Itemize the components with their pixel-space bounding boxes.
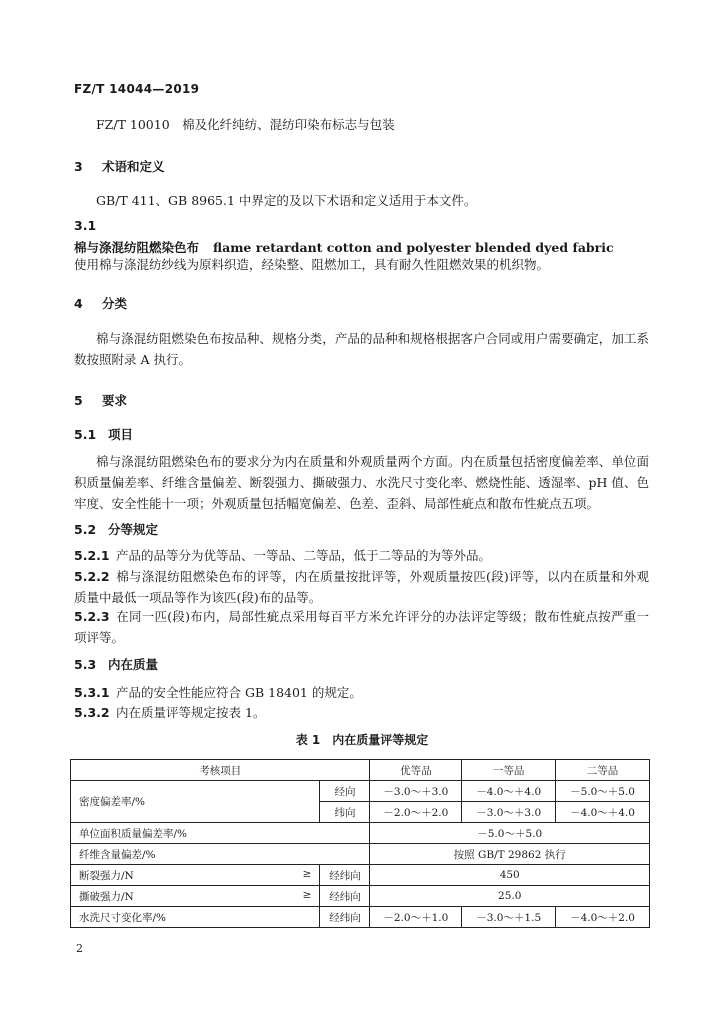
cell: －5.0～＋5.0 [556,781,650,802]
quality-grading-table [70,759,650,928]
density-label: 密度偏差率/% [71,781,320,823]
clause-number: 5.2.1 [74,548,110,563]
table-row [71,865,650,886]
direction-label: 经纬向 [320,865,370,886]
term-3-1-number: 3.1 [74,218,97,233]
table-caption: 表 1 内在质量评等规定 [295,733,429,747]
section-title: 要求 [102,393,128,408]
section-number: 4 [74,296,83,311]
section-number: 5.1 [74,427,97,442]
cell: 450 [370,865,650,886]
header-superior: 优等品 [370,760,462,781]
clause-text: 产品的品等分为优等品、一等品、二等品，低于二等品的为等外品。 [116,548,492,563]
wash-dimension-label: 水洗尺寸变化率/% [71,907,320,928]
section-title: 内在质量 [108,657,159,672]
term-chinese: 棉与涤混纺阻燃染色布 [74,240,200,255]
term-english: flame retardant cotton and polyester blended dyed fabric [213,240,614,255]
section-3-text: GB/T 411、GB 8965.1 中界定的及以下术语和定义适用于本文件。 [96,193,477,208]
unit-mass-label: 单位面积质量偏差率/% [71,823,370,844]
clause-5-2-3 [74,606,649,648]
header-item: 考核项目 [71,760,370,781]
section-3-heading [74,157,165,175]
header-first: 一等品 [462,760,556,781]
term-3-1 [74,238,614,256]
table-row [71,781,650,802]
clause-number: 5.3.2 [74,705,110,720]
clause-text: 棉与涤混纺阻燃染色布的评等，内在质量按批评等，外观质量按匹(段)评等，以内在质量和外观质量中最低一项品等作为该匹(段)布的品等。 [74,569,649,605]
clause-number: 5.3.1 [74,685,110,700]
tear-strength-label [71,886,320,907]
cell: －3.0～＋1.5 [462,907,556,928]
ge-symbol: ≥ [302,888,312,901]
clause-5-3-2 [74,706,265,720]
table-row [71,907,650,928]
section-number: 5.2 [74,522,97,537]
section-number: 5 [74,393,83,408]
table-row [71,823,650,844]
cell: －3.0～＋3.0 [370,781,462,802]
section-title: 分类 [102,296,128,311]
table-row [71,886,650,907]
section-5-3-heading [74,655,158,673]
clause-5-2-2 [74,566,649,608]
weft-label: 纬向 [320,802,370,823]
cell: 按照 GB/T 29862 执行 [370,844,650,865]
cell: －4.0～＋2.0 [556,907,650,928]
section-title: 分等规定 [108,522,159,537]
clause-5-2-1 [74,549,491,563]
term-definition: 使用棉与涤混纺纱线为原料织造，经染整、阻燃加工，具有耐久性阻燃效果的机织物。 [74,257,550,272]
cell: －2.0～＋2.0 [370,802,462,823]
breaking-strength-label [71,865,320,886]
row-label: 撕破强力/N [79,890,134,903]
table-header-row [71,760,650,781]
direction-label: 经纬向 [320,907,370,928]
clause-5-3-1 [74,686,362,700]
clause-number: 5.2.3 [74,609,110,624]
section-5-1-text: 棉与涤混纺阻燃染色布的要求分为内在质量和外观质量两个方面。内在质量包括密度偏差率、单位面积质量偏差率、纤维含量偏差、断裂强力、撕破强力、水洗尺寸变化率、燃烧性能、透湿率、pH 值、色牢度、安全性能十一项；外观质量包括幅宽偏差、色差、歪斜、局部性疵点和散布性疵点五项。 [74,454,649,511]
section-4-text: 棉与涤混纺阻燃染色布按品种、规格分类，产品的品种和规格根据客户合同或用户需要确定，加工系数按照附录 A 执行。 [74,331,649,367]
direction-label: 经纬向 [320,886,370,907]
cell: －3.0～＋3.0 [462,802,556,823]
warp-label: 经向 [320,781,370,802]
fiber-content-label: 纤维含量偏差/% [71,844,370,865]
section-number: 3 [74,159,83,174]
cell: －4.0～＋4.0 [462,781,556,802]
row-label: 断裂强力/N [79,869,134,882]
normative-reference: FZ/T 10010 棉及化纤纯纺、混纺印染布标志与包装 [96,117,395,132]
cell: －2.0～＋1.0 [370,907,462,928]
section-4-heading [74,294,127,312]
clause-text: 产品的安全性能应符合 GB 18401 的规定。 [116,685,362,700]
clause-number: 5.2.2 [74,569,110,584]
section-title: 项目 [108,427,134,442]
section-number: 5.3 [74,657,97,672]
cell: －5.0～＋5.0 [370,823,650,844]
cell: 25.0 [370,886,650,907]
clause-text: 在同一匹(段)布内，局部性疵点采用每百平方米允许评分的办法评定等级；散布性疵点按严重一项评等。 [74,609,649,645]
table-row [71,844,650,865]
cell: －4.0～＋4.0 [556,802,650,823]
ge-symbol: ≥ [302,867,312,880]
section-title: 术语和定义 [102,159,165,174]
clause-text: 内在质量评等规定按表 1。 [116,705,266,720]
section-5-heading [74,391,127,409]
header-second: 二等品 [556,760,650,781]
standard-code: FZ/T 14044—2019 [74,82,200,96]
page-number: 2 [76,942,83,955]
section-5-1-heading [74,425,133,443]
section-5-2-heading [74,520,158,538]
